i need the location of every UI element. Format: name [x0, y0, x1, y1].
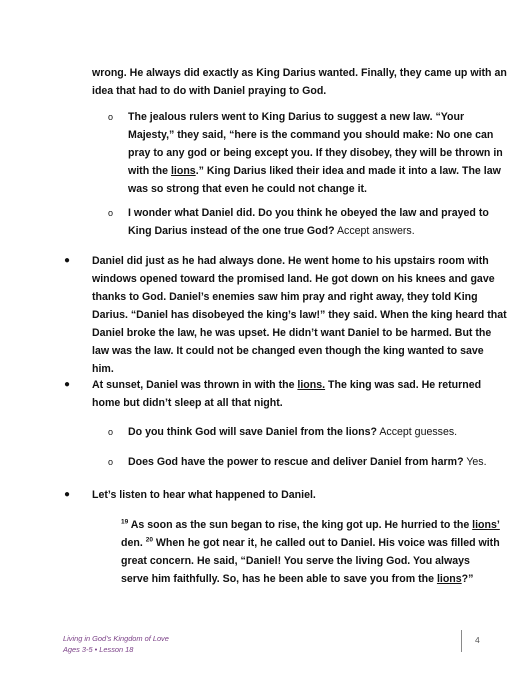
- circle-bullet-icon: o: [108, 112, 114, 122]
- footer-divider: [461, 630, 462, 652]
- bullet-sunset: At sunset, Daniel was thrown in with the lions. The king was sad. He returned home but didn’t sleep at all that night.: [92, 379, 482, 409]
- sub-bullet-new-law: The jealous rulers went to King Darius to suggest a new law. “Your Majesty,” they said, “here is the command you should make: No one can pray to any god or being except you. If they disobey, they will be thrown in with the lions.” King Darius liked their idea and made it into a law. The law was so strong that even he could not change it.: [128, 111, 503, 195]
- disc-bullet-icon: ●: [64, 379, 71, 390]
- page-number: 4: [475, 635, 480, 645]
- sub-bullet-guess: Do you think God will save Daniel from the lions? Accept guesses.: [128, 426, 458, 438]
- lions-word: lions.: [297, 379, 326, 391]
- verse-number: 20: [145, 536, 153, 544]
- lions-word: lions: [436, 573, 462, 585]
- lions-word: lions’: [472, 519, 500, 531]
- teacher-note: Accept answers.: [334, 225, 415, 237]
- disc-bullet-icon: ●: [64, 489, 71, 500]
- sub-bullet-rescue: Does God have the power to rescue and deliver Daniel from harm? Yes.: [128, 456, 487, 468]
- lions-word: lions: [170, 165, 196, 177]
- scripture-passage: $^{19}$ As soon as the sun began to rise, the king got up. He hurried to the lions’ den. $^{20}$ When he got near it, he called out to Daniel. His voice was filled with great concern. He said, “Daniel! You serve the living God. You always serve him faithfully. So, has he been able to save you from the lions?”: [121, 518, 500, 585]
- verse-number: 19: [121, 518, 129, 526]
- sub-bullet-question: I wonder what Daniel did. Do you think he obeyed the law and prayed to King Darius instead of the one true God? Accept answers.: [128, 207, 489, 237]
- bullet-daniel-prays: Daniel did just as he had always done. He went home to his upstairs room with windows opened toward the promised land. He got down on his knees and gave thanks to God. Daniel’s enemies saw him pray and right away, they told King Darius. “Daniel has disobeyed the king’s law!” they said. When the king heard that Daniel broke the law, he was upset. He didn’t want Daniel to be harmed. But the law was the law. It could not be changed even though the king wanted to save him.: [92, 255, 507, 375]
- footer-title: Living in God’s Kingdom of Love Ages 3-5 • Lesson 18: [63, 634, 169, 654]
- teacher-note: Accept guesses.: [376, 426, 458, 438]
- paragraph-continuation: wrong. He always did exactly as King Darius wanted. Finally, they came up with an idea that had to do with Daniel praying to God.: [92, 67, 507, 97]
- bullet-listen: Let’s listen to hear what happened to Daniel.: [92, 489, 316, 501]
- circle-bullet-icon: o: [108, 457, 114, 467]
- circle-bullet-icon: o: [108, 208, 114, 218]
- teacher-note: Yes.: [463, 456, 487, 468]
- circle-bullet-icon: o: [108, 427, 114, 437]
- disc-bullet-icon: ●: [64, 255, 71, 266]
